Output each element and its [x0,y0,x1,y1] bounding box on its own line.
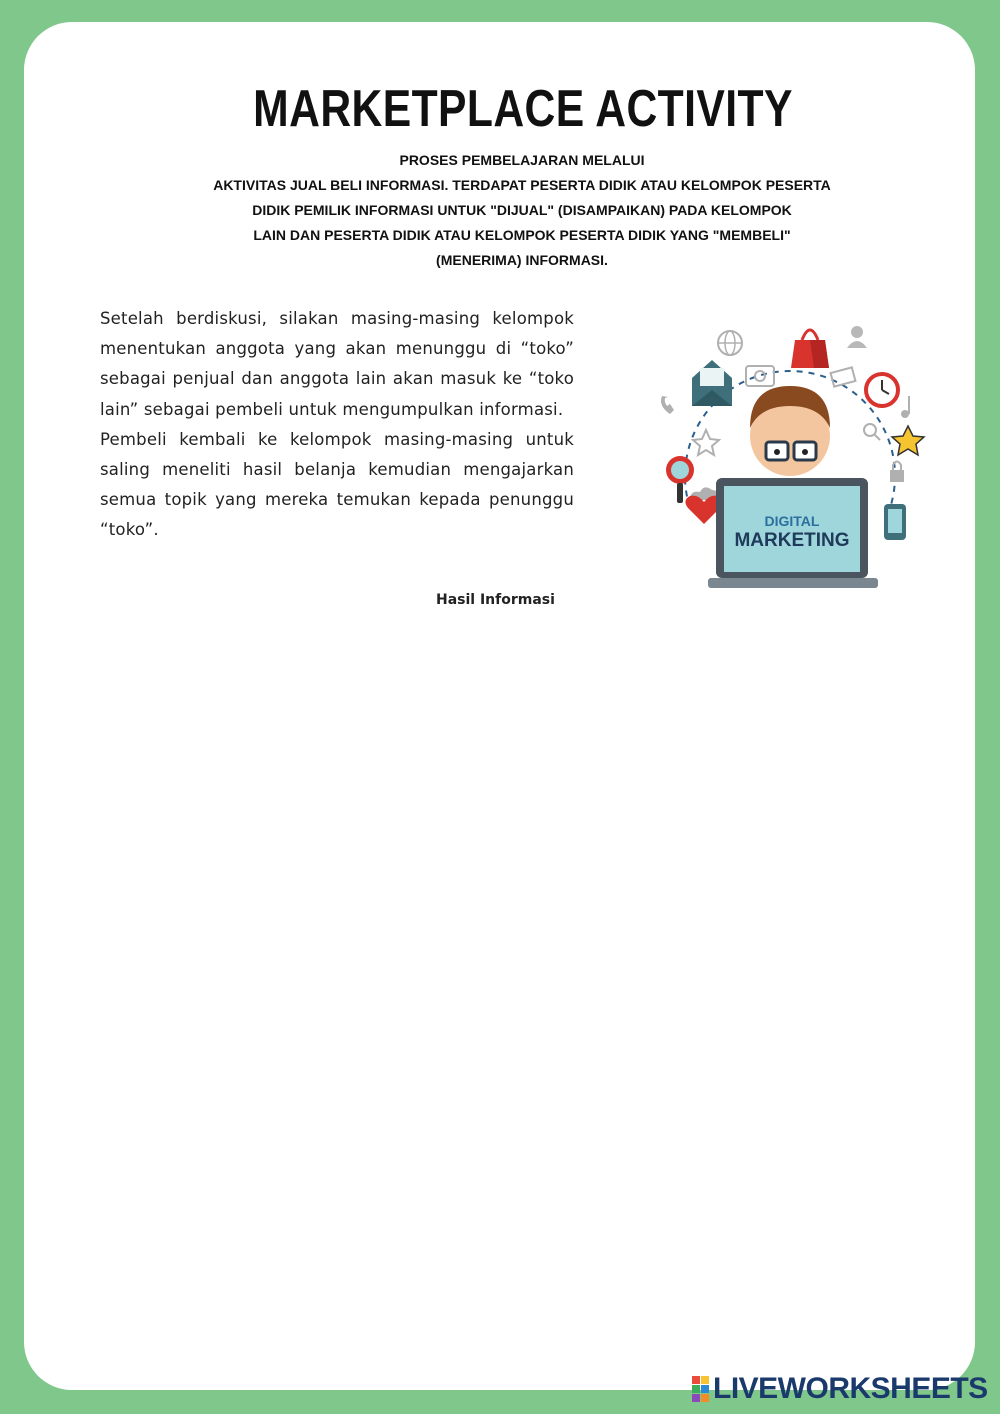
clock-icon [866,374,898,406]
user-icon [847,326,867,348]
globe-icon [718,331,742,355]
description-line: DIDIK PEMILIK INFORMASI UNTUK "DIJUAL" (DISAMPAIKAN) PADA KELOMPOK [252,202,792,218]
digital-marketing-illustration [650,318,930,598]
magnifier-icon [864,424,880,440]
logo-mark-icon [692,1376,709,1402]
music-icon [901,396,909,418]
instruction-paragraph-2: Pembeli kembali ke kelompok masing-masing untuk saling meneliti hasil belanja kemudian mengajarkan semua topik yang mereka temukan kepada penunggu “toko”. [100,429,574,540]
description-line: AKTIVITAS JUAL BELI INFORMASI. TERDAPAT PESERTA DIDIK ATAU KELOMPOK PESERTA [213,177,831,193]
character [750,386,830,476]
description-line: PROSES PEMBELAJARAN MELALUI [399,152,645,168]
screen-text-marketing: MARKETING [734,530,850,551]
activity-description [190,148,854,273]
phone-icon [661,396,674,414]
envelope-icon [692,360,732,406]
star-icon [892,426,924,455]
description-line: LAIN DAN PESERTA DIDIK ATAU KELOMPOK PESERTA DIDIK YANG "MEMBELI" [253,227,791,243]
smartphone-icon [884,504,906,540]
screen-text-digital: DIGITAL [764,513,820,529]
liveworksheets-logo[interactable] [692,1372,988,1406]
description-line: (MENERIMA) INFORMASI. [436,252,608,268]
shopping-bag-icon [791,330,829,368]
brand-name: LIVEWORKSHEETS [713,1372,988,1405]
lock-icon [890,462,904,483]
magnifier-icon [666,456,694,503]
instructions [100,304,574,546]
camera-icon [746,366,774,386]
star-icon [693,430,719,455]
result-label: Hasil Informasi [436,592,555,608]
instruction-paragraph-1: Setelah berdiskusi, silakan masing-masing kelompok menentukan anggota yang akan menunggu di “toko” sebagai penjual dan anggota lain akan masuk ke “toko lain” sebagai pembeli untuk mengumpulkan informasi. [100,309,574,419]
mail-icon [831,367,856,386]
laptop [708,478,878,588]
page-title: MARKETPLACE ACTIVITY [253,80,793,138]
